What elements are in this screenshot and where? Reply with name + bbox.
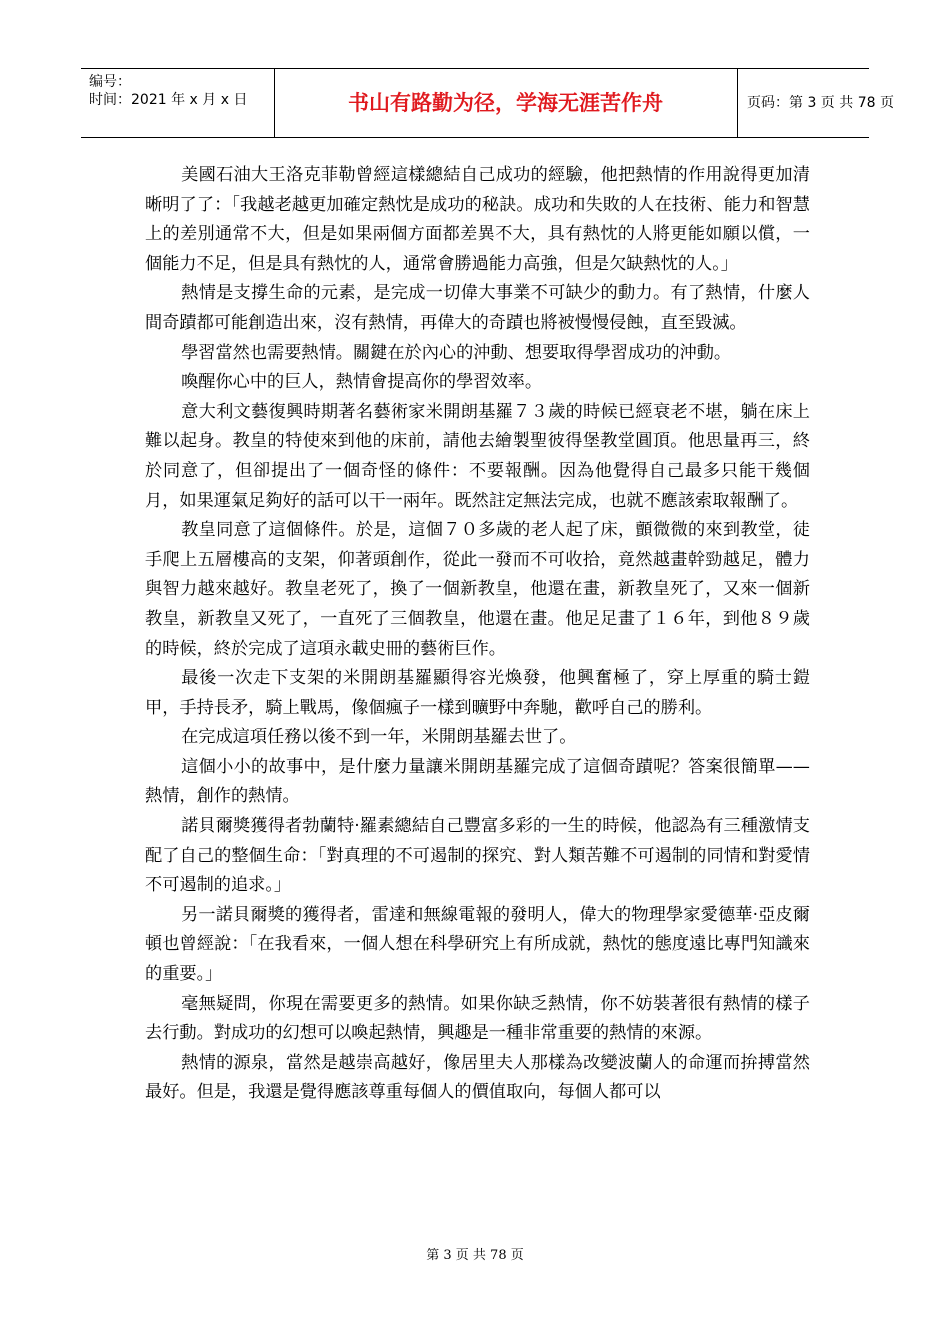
- paragraph: 美國石油大王洛克菲勒曾經這樣總結自己成功的經驗，他把熱情的作用說得更加清晰明了了：「我越老越更加確定熱忱是成功的秘訣。成功和失敗的人在技術、能力和智慧上的差別通常不大，但是如果兩個方面都差異不大，具有熱忱的人將更能如願以償，一個能力不足，但是具有熱忱的人，通常會勝過能力高強，但是欠缺熱忱的人。」: [145, 165, 810, 274]
- paragraph: 毫無疑問，你現在需要更多的熱情。如果你缺乏熱情，你不妨裝著很有熱情的樣子去行動。對成功的幻想可以喚起熱情，興趣是一種非常重要的熱情的來源。: [145, 993, 810, 1044]
- header-meta-cell: [81, 69, 275, 137]
- header-page-info: 页码：第 3 页 共 78 页: [747, 95, 894, 111]
- paragraph: 在完成這項任務以後不到一年，米開朗基羅去世了。: [181, 727, 577, 748]
- serial-number-label: 编号：: [89, 74, 131, 90]
- document-body: [145, 161, 810, 1108]
- page-header: [81, 68, 894, 138]
- paragraph: 另一諾貝爾獎的獲得者，雷達和無線電報的發明人，偉大的物理學家愛德華·亞皮爾頓也曾經說：「在我看來，一個人想在科學研究上有所成就，熱忱的態度遠比專門知識來的重要。」: [145, 904, 810, 985]
- date-label: 时间：2021 年 x 月 x 日: [89, 92, 248, 108]
- page-footer: 第 3 页 共 78 页: [426, 1248, 524, 1263]
- paragraph: 學習當然也需要熱情。關鍵在於內心的沖動、想要取得學習成功的沖動。: [181, 342, 732, 363]
- paragraph: 意大利文藝復興時期著名藝術家米開朗基羅７３歲的時候已經衰老不堪，躺在床上難以起身。教皇的特使來到他的床前，請他去繪製聖彼得堡教堂圓頂。他思量再三，終於同意了，但卻提出了一個奇怪的條件：不要報酬。因為他覺得自己最多只能干幾個月，如果運氣足夠好的話可以干一兩年。既然註定無法完成，也就不應該索取報酬了。: [145, 401, 810, 511]
- paragraph: 這個小小的故事中，是什麼力量讓米開朗基羅完成了這個奇蹟呢？答案很簡單——熱情，創作的熱情。: [145, 756, 810, 807]
- header-motto-cell: [274, 69, 738, 137]
- paragraph: 最後一次走下支架的米開朗基羅顯得容光煥發，他興奮極了，穿上厚重的騎士鎧甲，手持長矛，騎上戰馬，像個瘋子一樣到曠野中奔馳，歡呼自己的勝利。: [145, 668, 810, 718]
- paragraph: 熱情是支撐生命的元素，是完成一切偉大事業不可缺少的動力。有了熱情，什麼人間奇蹟都可能創造出來，沒有熱情，再偉大的奇蹟也將被慢慢侵蝕，直至毀滅。: [145, 283, 810, 333]
- paragraph: 諾貝爾獎獲得者勃蘭特·羅素總結自己豐富多彩的一生的時候，他認為有三種激情支配了自己的整個生命：「對真理的不可遏制的探究、對人類苦難不可遏制的同情和對愛情不可遏制的追求。」: [145, 816, 810, 896]
- paragraph: 熱情的源泉，當然是越崇高越好，像居里夫人那樣為改變波蘭人的命運而拚搏當然最好。但是，我還是覺得應該尊重每個人的價值取向，每個人都可以: [145, 1052, 810, 1103]
- header-page-cell: [737, 69, 894, 137]
- paragraph: 教皇同意了這個條件。於是，這個７０多歲的老人起了床，顫微微的來到教堂，徒手爬上五層樓高的支架，仰著頭創作，從此一發而不可收拾，竟然越畫幹勁越足，體力與智力越來越好。教皇老死了，換了一個新教皇，他還在畫，新教皇死了，又來一個新教皇，新教皇又死了，一直死了三個教皇，他還在畫。他足足畫了１６年，到他８９歲的時候，終於完成了這項永載史冊的藝術巨作。: [145, 520, 810, 659]
- paragraph: 喚醒你心中的巨人，熱情會提高你的學習效率。: [181, 372, 543, 393]
- motto-text: 书山有路勤为径，学海无涯苦作舟: [348, 91, 663, 115]
